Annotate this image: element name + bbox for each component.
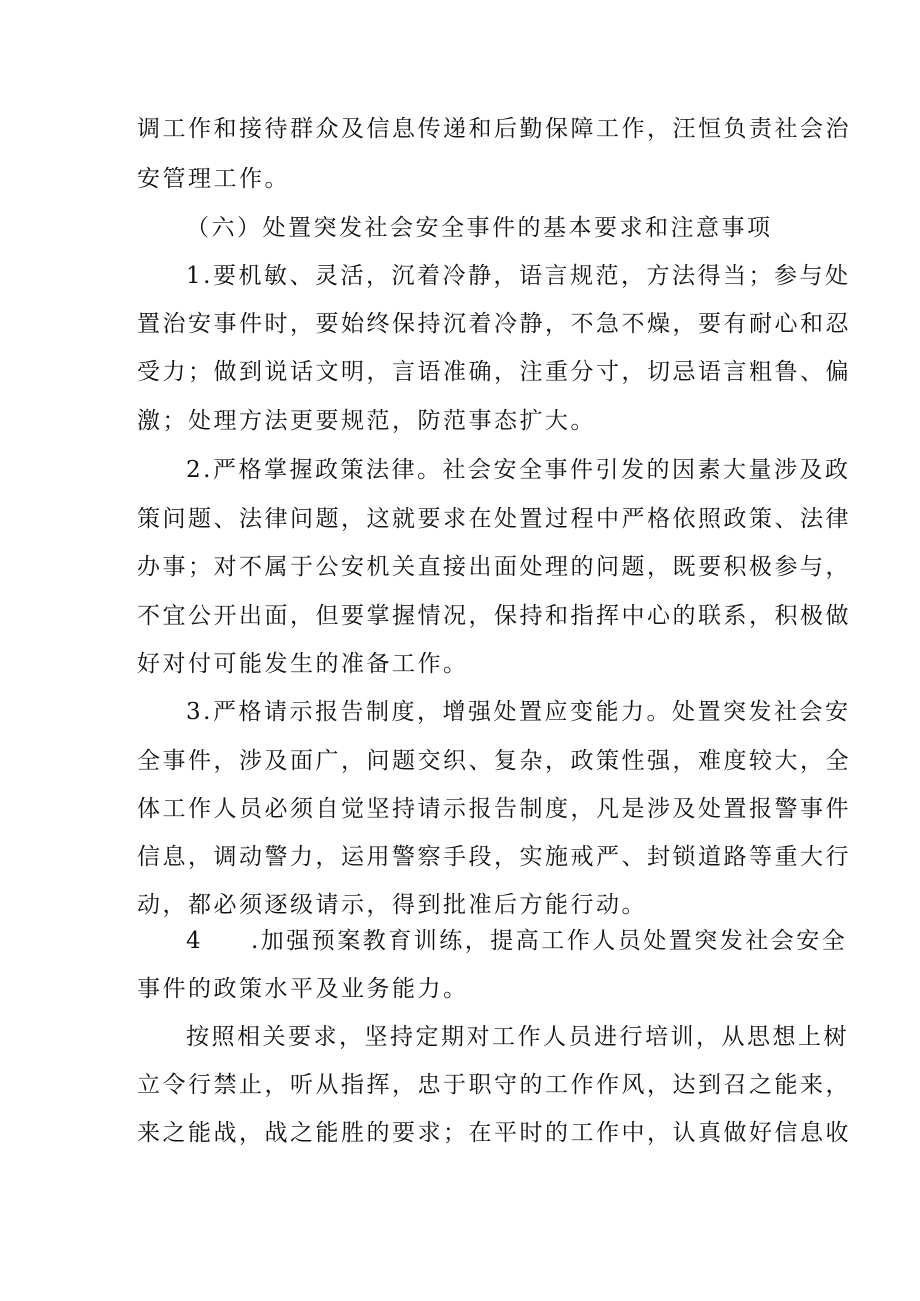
- paragraph-line: 策问题、法律问题，这就要求在处置过程中严格依照政策、法律: [137, 506, 851, 532]
- paragraph-line: 全事件，涉及面广，问题交织、复杂，政策性强，难度较大，全: [137, 748, 851, 774]
- paragraph-line: 体工作人员必须自觉坚持请示报告制度，凡是涉及处置报警事件: [137, 796, 851, 822]
- paragraph-line: 办事；对不属于公安机关直接出面处理的问题，既要积极参与，: [137, 554, 851, 580]
- list-number: 4: [186, 928, 204, 954]
- paragraph-line: 好对付可能发生的准备工作。: [137, 651, 469, 677]
- paragraph-line: 动，都必须逐级请示，得到批准后方能行动。: [137, 892, 647, 918]
- paragraph-line: 3.严格请示报告制度，增强处置应变能力。处置突发社会安: [186, 699, 851, 725]
- paragraph-line: 2.严格掌握政策法律。社会安全事件引发的因素大量涉及政: [186, 457, 851, 483]
- paragraph-line: 来之能战，战之能胜的要求；在平时的工作中，认真做好信息收: [137, 1120, 851, 1146]
- paragraph-line: 受力；做到说话文明，言语准确，注重分寸，切忌语言粗鲁、偏: [137, 359, 851, 385]
- paragraph-line: 置治安事件时，要始终保持沉着冷静，不急不燥，要有耐心和忍: [137, 311, 851, 337]
- paragraph-line: 按照相关要求，坚持定期对工作人员进行培训，从思想上树: [186, 1024, 849, 1050]
- section-heading: （六）处置突发社会安全事件的基本要求和注意事项: [186, 215, 773, 241]
- paragraph-line: 立令行禁止，听从指挥，忠于职守的工作作风，达到召之能来，: [137, 1072, 851, 1098]
- paragraph-line: 事件的政策水平及业务能力。: [137, 976, 469, 1002]
- paragraph-line: 激；处理方法更要规范，防范事态扩大。: [137, 408, 596, 434]
- body-line: 调工作和接待群众及信息传递和后勤保障工作，汪恒负责社会治: [137, 116, 851, 142]
- paragraph-line: 不宜公开出面，但要掌握情况，保持和指挥中心的联系，积极做: [137, 603, 851, 629]
- paragraph-line: 1.要机敏、灵活，沉着冷静，语言规范，方法得当；参与处: [186, 263, 851, 289]
- paragraph-line: 信息，调动警力，运用警察手段，实施戒严、封锁道路等重大行: [137, 844, 851, 870]
- body-line: 安管理工作。: [137, 166, 290, 192]
- paragraph-line: .加强预案教育训练，提高工作人员处置突发社会安全: [251, 928, 848, 954]
